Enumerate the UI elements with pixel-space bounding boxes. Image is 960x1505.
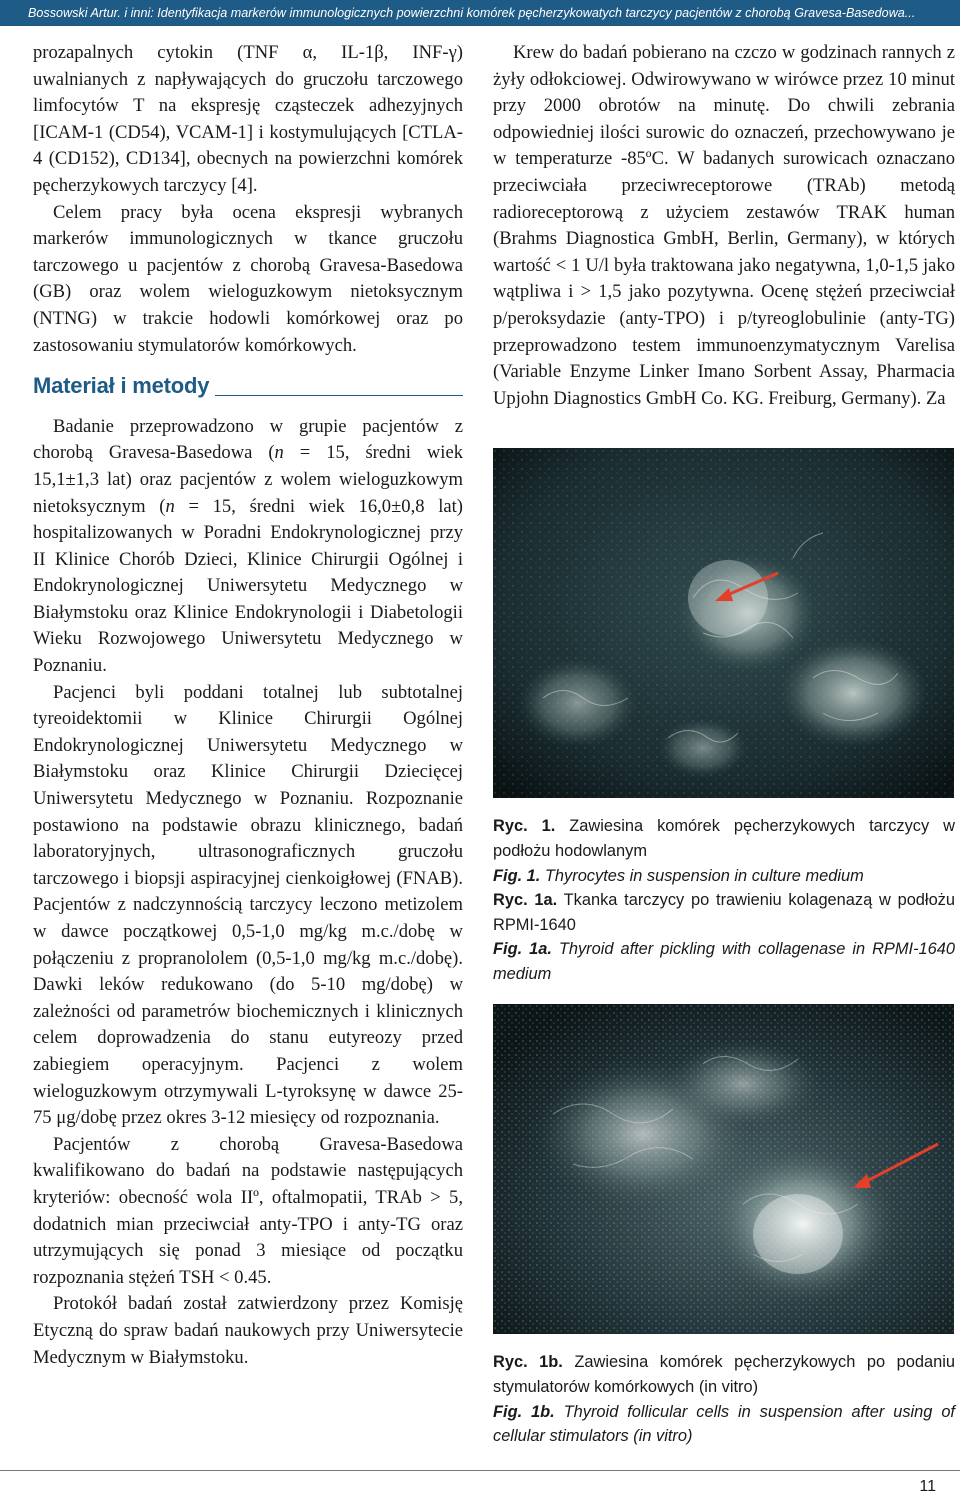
footer-rule xyxy=(0,1470,960,1471)
figure-1b-micrograph xyxy=(493,1004,954,1334)
caption-1a xyxy=(493,888,955,937)
running-title: Bossowski Artur. i inni: Identyfikacja markerów immunologicznych powierzchni komórek pęcherzykowatych tarczycy pacjentów z chorobą Gravesa-Basedowa... xyxy=(28,6,916,20)
caption-group-1b xyxy=(493,1350,955,1448)
caption-1b-en-text: Thyroid follicular cells in suspension after using of cellular stimulators (in vitro) xyxy=(493,1402,955,1446)
methods-p1-part-b: = 15, średni wiek 15,1±1,3 lat) oraz pacjentów z wolem wieloguzkowym nietoksycznym ( xyxy=(33,442,463,517)
caption-1-label: Ryc. 1. xyxy=(493,817,556,836)
caption-1-en-label: Fig. 1. xyxy=(493,866,541,885)
left-column xyxy=(33,40,463,1371)
caption-1-en xyxy=(493,864,955,889)
page-number: 11 xyxy=(919,1478,936,1495)
right-column xyxy=(493,40,955,1449)
caption-1-text: Zawiesina komórek pęcherzykowych tarczycy w podłożu hodowlanym xyxy=(493,817,955,860)
blood-sampling-paragraph: Krew do badań pobierano na czczo w godzinach rannych z żyły odłokciowej. Odwirowywano w wirówce przez 10 minut przy 2000 obrotów na minutę. Do chwili zebrania odpowiedniej ilości surowic do oznaczeń, przechowywano je w temperaturze -85ºC. W badanych surowicach oznaczano przeciwciała przeciwreceptorowe (TRAb) metodą radioreceptorową z użyciem zestawów TRAK human (Brahms Diagnostica GmbH, Berlin, Germany), w których wartość < 1 U/l była traktowana jako negatywna, 1,0-1,5 jako wątpliwa i > 1,5 jako pozytywna. Ocenę stężeń przeciwciał p/peroksydazie (anty-TPO) i p/tyreoglobulinie (anty-TG) przeprowadzono testem immunoenzymatycznym Varelisa (Variable Enzyme Linker Imano Sorbent Assay, Pharmacia Upjohn Diagnostics GmbH Co. KG. Freiburg, Germany). Za xyxy=(493,42,955,409)
caption-1 xyxy=(493,814,955,863)
micrograph-1b-image xyxy=(493,1004,954,1334)
heading-rule xyxy=(215,395,463,396)
methods-p1-part-c: = 15, średni wiek 16,0±0,8 lat) hospitalizowanych w Poradni Endokrynologicznej przy II Klinice Chorób Dzieci, Klinice Chirurgii Ogólnej i Endokrynologicznej Uniwersytetu Medycznego w Białymstoku oraz Klinice Endokrynologii i Diabetologii Wieku Rozwojowego Uniwersytetu Medycznego w Poznaniu. xyxy=(33,495,463,677)
caption-1b-label: Ryc. 1b. xyxy=(493,1353,563,1372)
caption-1-en-text: Thyrocytes in suspension in culture medium xyxy=(540,866,864,885)
section-title: Materiał i metody xyxy=(33,373,210,399)
caption-1b xyxy=(493,1350,955,1399)
micrograph-1-image xyxy=(493,448,954,798)
n-symbol: n xyxy=(165,495,175,517)
caption-1a-label: Ryc. 1a. xyxy=(493,891,558,910)
caption-group-1 xyxy=(493,814,955,986)
methods-paragraph-1 xyxy=(33,414,463,680)
methods-paragraph-4: Protokół badań został zatwierdzony przez Komisję Etyczną do spraw badań naukowych przy Uniwersytecie Medycznym w Białymstoku. xyxy=(33,1293,463,1368)
caption-1a-en-label: Fig. 1a. xyxy=(493,940,552,959)
caption-1a-en xyxy=(493,937,955,986)
aim-paragraph: Celem pracy była ocena ekspresji wybranych markerów immunologicznych w tkance gruczołu tarczowego u pacjentów z chorobą Gravesa-Basedowa (GB) oraz wolem wieloguzkowym nietoksycznym (NTNG) w trakcie hodowli komórkowej oraz po zastosowaniu stymulatorów komórkowych. xyxy=(33,201,463,356)
caption-1b-en-label: Fig. 1b. xyxy=(493,1402,555,1421)
intro-continuation-paragraph: prozapalnych cytokin (TNF α, IL-1β, INF-γ) uwalnianych z napływających do gruczołu tarczowego limfocytów T na ekspresję cząsteczek adhezyjnych [ICAM-1 (CD54), VCAM-1] i kostymulujących [CTLA-4 (CD152), CD134], obecnych na powierzchni komórek pęcherzykowych tarczycy [4]. xyxy=(33,42,463,196)
section-heading-methods xyxy=(33,373,463,400)
caption-1a-en-text: Thyroid after pickling with collagenase in RPMI-1640 medium xyxy=(493,940,955,983)
caption-1b-en xyxy=(493,1400,955,1449)
figure-1-micrograph xyxy=(493,448,954,798)
methods-paragraph-3: Pacjentów z chorobą Gravesa-Basedowa kwalifikowano do badań na podstawie następujących kryteriów: obecność wola IIº, oftalmopatii, TRAb > 5, dodatnich mian przeciwciał anty-TPO i anty-TG oraz utrzymujących się ponad 3 miesiące od początku rozpoznania stężeń TSH < 0.45. xyxy=(33,1133,463,1288)
caption-1b-text: Zawiesina komórek pęcherzykowych po podaniu stymulatorów komórkowych (in vitro) xyxy=(493,1353,955,1397)
running-header xyxy=(0,0,960,26)
methods-p1-part-a: Badanie przeprowadzono w grupie pacjentów z chorobą Gravesa-Basedowa ( xyxy=(33,415,463,464)
n-symbol: n xyxy=(274,442,284,464)
methods-paragraph-2: Pacjenci byli poddani totalnej lub subtotalnej tyreoidektomii w Klinice Chirurgii Ogólnej Endokrynologicznej Uniwersytetu Medycznego w Białymstoku oraz Klinice Chirurgii Dziecięcej Uniwersytetu Medycznego w Poznaniu. Rozpoznanie postawiono na podstawie obrazu klinicznego, badań laboratoryjnych, ultrasonograficznych gruczołu tarczowego i biopsji aspiracyjnej cienkoigłowej (FNAB). Pacjentów z nadczynnością tarczycy leczono metizolem w dawce początkowej 0,5-1,0 mg/kg m.c./dobę w połączeniu z propranololem (0,5-1,0 mg/kg m.c./dobę). Dawki leków redukowano (do 5-10 mg/dobę) w zależności od parametrów biochemicznych i klinicznych celem doprowadzenia do stanu eutyreozy przed zabiegiem operacyjnym. Pacjenci z wolem wieloguzkowym otrzymywali L-tyroksynę w dawce 25-75 μg/dobę przez okres 3-12 miesięcy od rozpoznania. xyxy=(33,681,463,1129)
caption-1a-text: Tkanka tarczycy po trawieniu kolagenazą w podłożu RPMI-1640 xyxy=(493,891,955,934)
